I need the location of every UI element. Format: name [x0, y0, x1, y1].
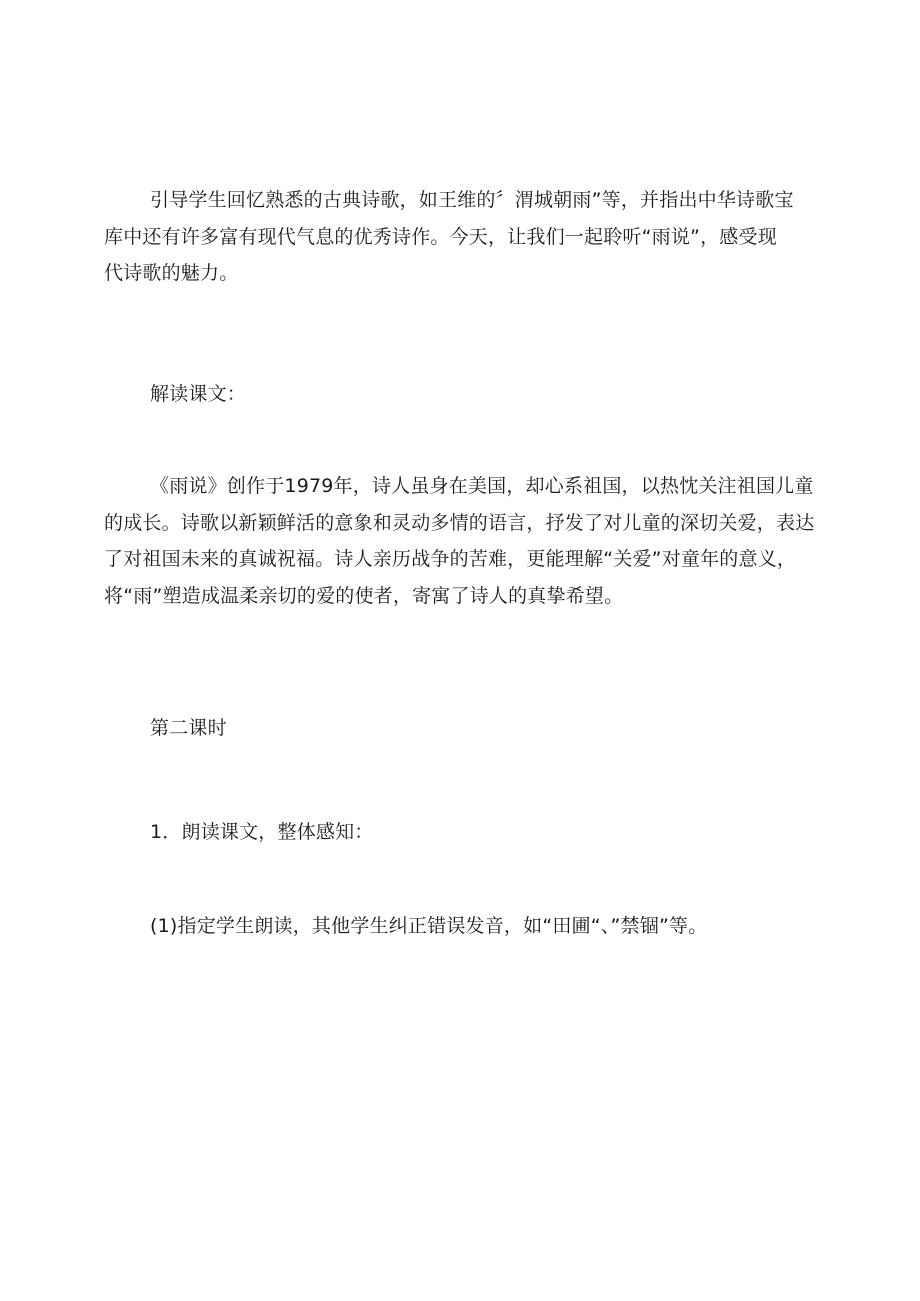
- interpret-heading-text: 解读课文：: [150, 383, 247, 405]
- step-1: [104, 814, 824, 851]
- interpretation-line-3: 了对祖国未来的真诚祝福。诗人亲历战争的苦难，更能理解“关爱”对童年的意义，: [104, 548, 797, 570]
- intro-line-3: 代诗歌的魅力。: [104, 262, 239, 284]
- interpret-heading: [104, 376, 824, 413]
- step-1-text: 1．朗读课文，整体感知：: [150, 821, 374, 843]
- intro-line-1: 引导学生回忆熟悉的古典诗歌，如王维的〞渭城朝雨”等，并指出中华诗歌宝: [150, 189, 794, 211]
- second-lesson-heading-text: 第二课时: [150, 717, 227, 739]
- intro-paragraph: [104, 182, 824, 292]
- interpretation-paragraph: [104, 468, 824, 614]
- intro-line-2: 库中还有许多富有现代气息的优秀诗作。今天，让我们一起聆听“雨说”，感受现: [104, 225, 777, 248]
- second-lesson-heading: [104, 710, 824, 747]
- step-1-sub-1-text: (1)指定学生朗读，其他学生纠正错误发音，如“田圃“、”禁锢”等。: [150, 915, 708, 937]
- interpretation-line-2: 的成长。诗歌以新颖鲜活的意象和灵动多情的语言，抒发了对儿童的深切关爱，表达: [104, 511, 815, 534]
- interpretation-line-4: 将“雨”塑造成温柔亲切的爱的使者，寄寓了诗人的真挚希望。: [104, 584, 624, 607]
- interpretation-line-1: 《雨说》创作于1979年，诗人虽身在美国，却心系祖国，以热忱关注祖国儿童: [150, 475, 814, 497]
- step-1-sub-1: [104, 908, 824, 945]
